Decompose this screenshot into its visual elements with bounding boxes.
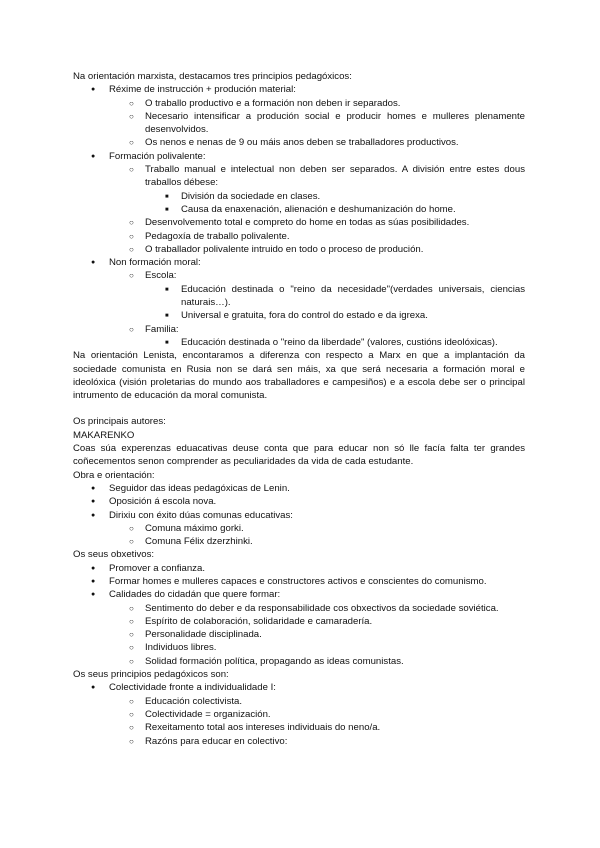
- circle-bullet-icon: [129, 721, 134, 734]
- paragraph: Obra e orientación:: [73, 469, 155, 481]
- list-item-text: Non formación moral:: [109, 257, 201, 269]
- list-item: [73, 323, 525, 336]
- circle-bullet-icon: [129, 110, 134, 123]
- circle-bullet-icon: [129, 735, 134, 748]
- list-item-text: Colectividade fronte a individualidade I:: [109, 682, 276, 694]
- section-heading: MAKARENKO: [73, 429, 135, 441]
- list-item-text: Promover a confianza.: [109, 562, 205, 574]
- circle-bullet-icon: [129, 230, 134, 243]
- list-item: [73, 230, 525, 243]
- list-item: [73, 482, 525, 495]
- list-item: [73, 243, 525, 256]
- list-item: [73, 216, 525, 229]
- disc-bullet-icon: [91, 562, 95, 576]
- list-item-text: Oposición á escola nova.: [109, 496, 217, 508]
- list-item-text: Pedagoxía de traballo polivalente.: [145, 230, 290, 242]
- list-item: [73, 269, 525, 282]
- list-item: [73, 641, 525, 654]
- list-item-text: Réxime de instrucción + produción material:: [109, 84, 296, 96]
- list-item-text: Necesario intensificar a produción social e producir homes e mulleres plenamente desenvolvidos.: [145, 110, 525, 136]
- list-item: [73, 110, 525, 137]
- list-item: [73, 708, 525, 721]
- list-item: [73, 588, 525, 601]
- circle-bullet-icon: [129, 535, 134, 548]
- list-item: [73, 721, 525, 734]
- circle-bullet-icon: [129, 97, 134, 110]
- list-item: [73, 136, 525, 149]
- list-item: [73, 283, 525, 310]
- disc-bullet-icon: [91, 575, 95, 589]
- circle-bullet-icon: [129, 641, 134, 654]
- circle-bullet-icon: [129, 243, 134, 256]
- disc-bullet-icon: [91, 150, 95, 164]
- circle-bullet-icon: [129, 615, 134, 628]
- list-item: [73, 562, 525, 575]
- square-bullet-icon: [165, 283, 169, 298]
- list-item-text: Universal e gratuita, fora do control do estado e da igrexa.: [181, 310, 428, 322]
- list-item-text: Rexeitamento total aos intereses individuais do neno/a.: [145, 722, 381, 734]
- list-item-text: Formar homes e mulleres capaces e constructores activos e conscientes do comunismo.: [109, 575, 487, 587]
- square-bullet-icon: [165, 336, 169, 351]
- circle-bullet-icon: [129, 269, 134, 282]
- disc-bullet-icon: [91, 482, 95, 496]
- list-item-text: Familia:: [145, 323, 179, 335]
- list-item: [73, 655, 525, 668]
- list-item-text: Solidad formación política, propagando as ideas comunistas.: [145, 655, 404, 667]
- list-item-text: Individuos libres.: [145, 642, 217, 654]
- list-item-text: Desenvolvemento total e compreto do home en todas as súas posibilidades.: [145, 217, 470, 229]
- list-item: [73, 495, 525, 508]
- list-item: [73, 681, 525, 694]
- list-item-text: Calidades do cidadán que quere formar:: [109, 589, 281, 601]
- list-item: [73, 203, 525, 216]
- disc-bullet-icon: [91, 509, 95, 523]
- paragraph: Coas súa experenzas eduacativas deuse conta que para educar non só lle facía falta ter grandes coñecementos senon comprender as peculiaridades da vida de cada estudante.: [73, 443, 525, 468]
- paragraph: Na orientación marxista, destacamos tres principios pedagóxicos:: [73, 71, 352, 82]
- disc-bullet-icon: [91, 256, 95, 270]
- disc-bullet-icon: [91, 83, 95, 97]
- list-item-text: Sentimento do deber e da responsabilidade cos obxectivos da sociedade soviética.: [145, 602, 499, 614]
- paragraph: Os principais autores:: [73, 416, 166, 428]
- list-item: [73, 735, 525, 748]
- circle-bullet-icon: [129, 163, 134, 176]
- list-item-text: Escola:: [145, 270, 177, 282]
- document-body: [73, 70, 525, 748]
- list-item-text: O traballo productivo e a formación non deben ir separados.: [145, 97, 401, 109]
- list-item-text: Comuna máximo gorki.: [145, 522, 244, 534]
- list-item: [73, 256, 525, 269]
- list-item-text: Razóns para educar en colectivo:: [145, 735, 288, 747]
- list-item-text: Formación polivalente:: [109, 150, 206, 162]
- paragraph: Os seus principios pedagóxicos son:: [73, 669, 229, 681]
- list-item-text: Dirixiu con éxito dúas comunas educativas:: [109, 509, 293, 521]
- list-item: [73, 575, 525, 588]
- list-item-text: Educación destinada o "reino da necesidade"(verdades universais, ciencias naturais…).: [181, 283, 525, 309]
- disc-bullet-icon: [91, 681, 95, 695]
- list-item-text: Personalidade disciplinada.: [145, 629, 262, 641]
- list-item-text: Espírito de colaboración, solidaridade e camaradería.: [145, 615, 373, 627]
- blank-line: [73, 402, 525, 415]
- list-item-text: O traballador polivalente intruido en todo o proceso de produción.: [145, 243, 424, 255]
- circle-bullet-icon: [129, 695, 134, 708]
- paragraph: Os seus obxetivos:: [73, 549, 155, 561]
- list-item-text: Os nenos e nenas de 9 ou máis anos deben se traballadores productivos.: [145, 137, 459, 149]
- circle-bullet-icon: [129, 655, 134, 668]
- circle-bullet-icon: [129, 216, 134, 229]
- circle-bullet-icon: [129, 136, 134, 149]
- list-item-text: Comuna Félix dzerzhinki.: [145, 536, 253, 548]
- list-item-text: Educación destinada o "reino da liberdade" (valores, custións ideolóxicas).: [181, 336, 498, 348]
- disc-bullet-icon: [91, 495, 95, 509]
- list-item: [73, 628, 525, 641]
- disc-bullet-icon: [91, 588, 95, 602]
- list-item-text: Causa da enaxenación, alienación e deshumanización do home.: [181, 203, 456, 215]
- list-item-text: División da sociedade en clases.: [181, 190, 321, 202]
- circle-bullet-icon: [129, 602, 134, 615]
- list-item-text: Educación colectivista.: [145, 695, 243, 707]
- circle-bullet-icon: [129, 522, 134, 535]
- list-item-text: Traballo manual e intelectual non deben ser separados. A división entre estes dous traballos débese:: [145, 164, 525, 189]
- list-item: [73, 336, 525, 349]
- list-item: [73, 535, 525, 548]
- list-item: [73, 615, 525, 628]
- list-item: [73, 695, 525, 708]
- list-item: [73, 163, 525, 190]
- paragraph: Na orientación Lenista, encontaramos a diferenza con respecto a Marx en que a implantación da sociedade comunista en Rusia non se dará sen máis, xa que será necesaria a formación moral e ideolóxica (visión proletarias do mundo aos traballadores e campesiños) e a escola debe ser o principal intrumento de educación da moral comunista.: [73, 350, 525, 402]
- list-item: [73, 190, 525, 203]
- list-item: [73, 309, 525, 322]
- circle-bullet-icon: [129, 708, 134, 721]
- list-item-text: Seguidor das ideas pedagóxicas de Lenin.: [109, 482, 290, 494]
- list-item-text: Colectividade = organización.: [145, 708, 271, 720]
- circle-bullet-icon: [129, 323, 134, 336]
- list-item: [73, 83, 525, 96]
- list-item: [73, 150, 525, 163]
- list-item: [73, 97, 525, 110]
- list-item: [73, 509, 525, 522]
- list-item: [73, 522, 525, 535]
- list-item: [73, 602, 525, 615]
- circle-bullet-icon: [129, 628, 134, 641]
